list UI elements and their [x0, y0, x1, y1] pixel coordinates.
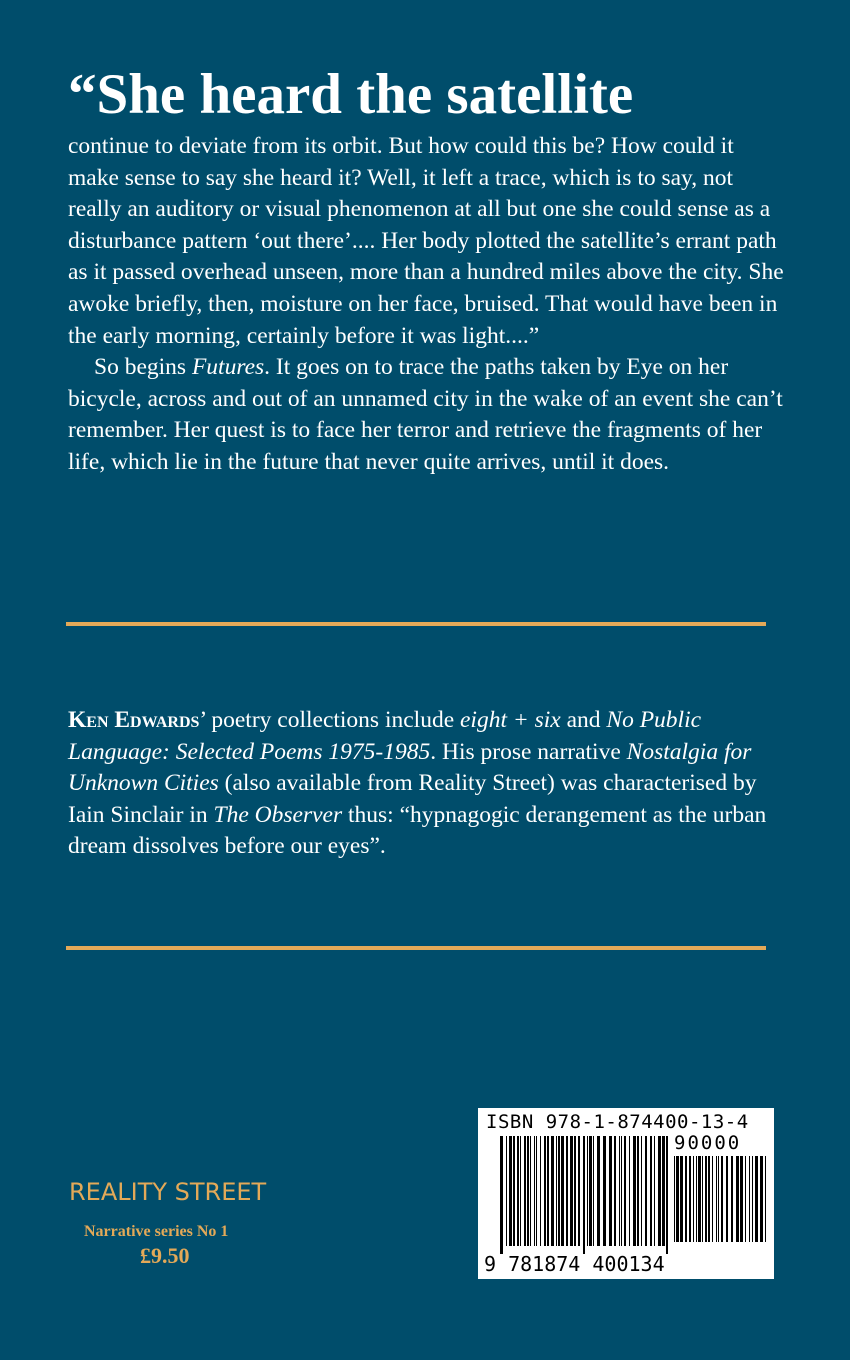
bio-text-2: and — [560, 707, 607, 733]
ean-number: 9 781874 400134 — [484, 1252, 665, 1276]
author-name: Ken Edwards — [68, 707, 200, 733]
series-label: Narrative series No 1 — [84, 1223, 229, 1240]
blurb — [68, 131, 788, 479]
bio-text-1: ’ poetry collections include — [199, 707, 460, 733]
barcode-addon-bars-icon — [674, 1156, 766, 1250]
newspaper-observer: The Observer — [213, 801, 343, 828]
barcode — [478, 1108, 774, 1279]
bio-text-5: thus: “hypnagogic derangement as the urban dream dissolves before our eyes”. — [68, 801, 767, 860]
divider-top — [66, 622, 766, 626]
book-no-public-language: No Public Language: Selected Poems 1975-1985 — [68, 707, 702, 765]
barcode-bars-icon — [500, 1136, 668, 1254]
blurb-paragraph-2 — [68, 352, 788, 478]
publisher-name: REALITY STREET — [69, 1178, 267, 1206]
blurb-paragraph-1: continue to deviate from its orbit. But how could this be? How could it make sense to say she heard it? Well, it left a trace, which is to say, not really an auditory or visual phenomenon at all but one she could sense as a disturbance pattern ‘out there’.... Her body plotted the satellite’s errant path as it passed overhead unseen, more than a hundred miles above the city. She awoke briefly, then, moisture on her face, bruised. That would have been in the early morning, certainly before it was light....” — [68, 133, 784, 349]
blurb-p2-rest: . It goes on to trace the paths taken by Eye on her bicycle, across and out of an unnamed city in the wake of an event she can’t remember. Her quest is to face her terror and retrieve the fragments of her life, which lie in the future that never quite arrives, until it does. — [68, 354, 783, 475]
bio-paragraph — [68, 705, 788, 863]
blurb-p2-start: So begins — [94, 354, 192, 381]
book-eight-six: eight + six — [460, 707, 561, 733]
price-label: £9.50 — [140, 1243, 190, 1268]
bio-text-4: (also available from Reality Street) was characterised by Iain Sinclair in — [68, 770, 757, 828]
divider-bottom — [66, 946, 766, 950]
bio-text-3: . His prose narrative — [430, 738, 627, 765]
isbn-text: ISBN 978-1-874400-13-4 — [486, 1111, 749, 1133]
author-bio — [68, 705, 788, 863]
barcode-addon-number: 90000 — [674, 1132, 742, 1154]
headline-quote: “She heard the satellite — [68, 63, 634, 126]
book-title-futures: Futures — [191, 354, 265, 381]
book-nostalgia: Nostalgia for Unknown Cities — [68, 738, 752, 797]
